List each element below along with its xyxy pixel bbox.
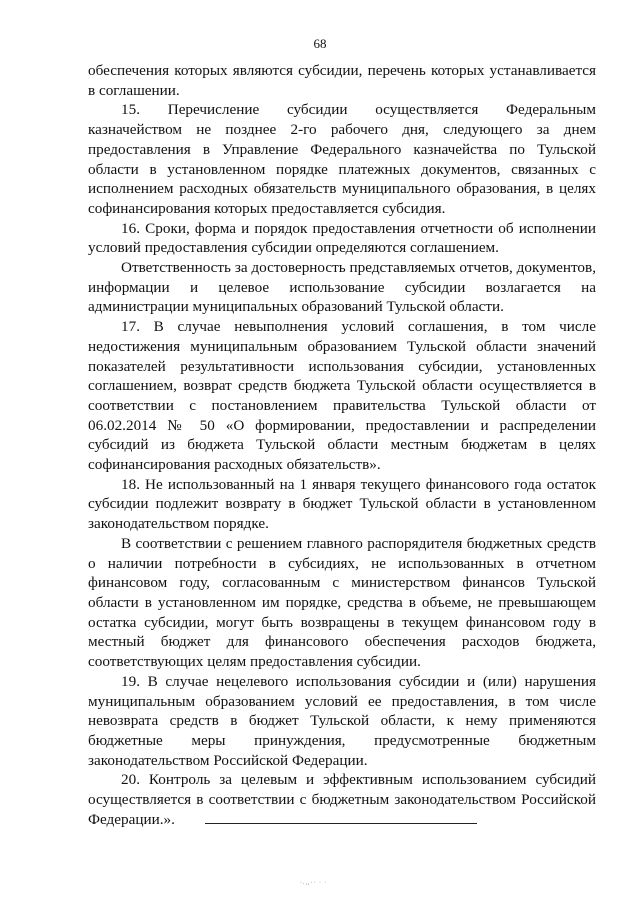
paragraph-16: 16. Сроки, форма и порядок предоставления отчетности об исполнении условий предоставления субсидии определяются соглашением. — [88, 219, 596, 257]
paragraph-15: 15. Перечисление субсидии осуществляется Федеральным казначейством не позднее 2-го рабочего дня, следующего за днем предоставления в Управление Федерального казначейства по Тульской области в установленном порядке платежных документов, связанных с исполнением расходных обязательств муниципального образования, в целях софинансирования которых предоставляется субсидия. — [88, 101, 596, 217]
paragraph-continuation: обеспечения которых являются субсидии, перечень которых устанавливается в соглашении. — [88, 62, 596, 99]
paragraph-18-return-decision: В соответствии с решением главного распорядителя бюджетных средств о наличии потребности в субсидиях, не использованных в отчетном финансовом году, согласованным с министерством финансов Тульской области в установленном им порядке, средства в объеме, не превышающем остатка субсидии, могут быть возвращены в текущем финансовом году в местный бюджет для финансового обеспечения расходов бюджета, соответствующих целям предоставления субсидии. — [88, 534, 596, 671]
paragraph-18: 18. Не использованный на 1 января текущего финансового года остаток субсидии подлежит возврату в бюджет Тульской области в установленном законодательством порядке. — [88, 475, 596, 533]
paragraph-20: 20. Контроль за целевым и эффективным использованием субсидий осуществляется в соответствии с бюджетным законодательством Российской Федерации.». — [88, 771, 596, 828]
paragraph-19: 19. В случае нецелевого использования субсидии и (или) нарушения муниципальным образованием условий ее предоставления, в том числе невозврата средств в бюджет Тульской области, к нему применяются бюджетные меры принуждения, предусмотренные бюджетным законодательством Российской Федерации. — [88, 672, 596, 769]
paragraph-17: 17. В случае невыполнения условий соглашения, в том числе недостижения муниципальным образованием Тульской области значений показателей результативности использования субсидии, установленных соглашением, возврат средств бюджета Тульской области осуществляется в соответствии с постановлением правительства Тульской области от 06.02.2014 № 50 «О формировании, предоставлении и распределении субсидий из бюджета Тульской области местным бюджетам в целях софинансирования расходных обязательств». — [88, 318, 596, 474]
scan-marks: ·.,,·· · · — [300, 880, 328, 886]
end-of-document-rule — [205, 823, 477, 824]
paragraph-16-responsibility: Ответственность за достоверность представляемых отчетов, документов, информации и целевое использование субсидии возлагается на администрации муниципальных образований Тульской области. — [88, 259, 596, 316]
document-body — [88, 61, 596, 829]
page-number: 68 — [313, 36, 327, 51]
